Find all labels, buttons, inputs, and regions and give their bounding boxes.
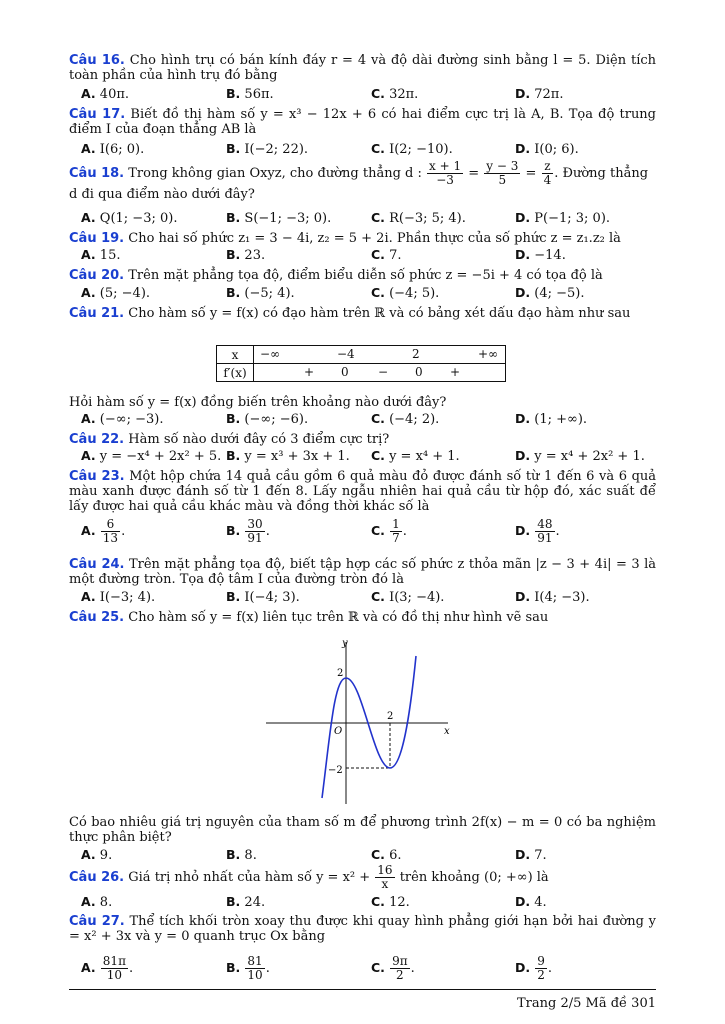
option-b[interactable]: B. $\frac{30}{91}$ . — [226, 517, 270, 545]
option-d[interactable]: D. 72π. — [515, 86, 564, 102]
option-b[interactable]: B. (−5; 4). — [226, 285, 295, 301]
question-number: Câu 24. — [69, 557, 125, 572]
fprime-label: f′(x) — [217, 364, 254, 382]
signs-row: + 0 − 0 + — [254, 364, 506, 382]
question-stem: Biết đồ thị hàm số y = x³ − 12x + 6 có hai điểm cực trị là A, B. Tọa độ trung điểm I của đoạn thẳng AB là — [69, 107, 657, 137]
page-footer: Trang 2/5 Mã đề 301 — [517, 996, 656, 1011]
option-a[interactable]: A. 15. — [81, 247, 121, 263]
question-25 — [69, 610, 656, 625]
option-b[interactable]: B. I(−2; 22). — [226, 141, 309, 157]
option-a[interactable]: A. 40π. — [81, 86, 130, 102]
option-a[interactable]: A. 8. — [81, 894, 113, 910]
option-d[interactable]: D. I(0; 6). — [515, 141, 579, 157]
option-a[interactable]: A. 9. — [81, 847, 113, 863]
option-b[interactable]: B. S(−1; −3; 0). — [226, 210, 332, 226]
question-stem: Cho hai số phức z₁ = 3 − 4i, z₂ = 5 + 2i. Phần thực của số phức z = z₁.z₂ là — [128, 231, 621, 246]
question-stem: Thể tích khối tròn xoay thu được khi quay hình phẳng giới hạn bởi hai đường y = x² + 3x và y = 0 quanh trục Ox bằng — [69, 914, 657, 944]
question-22 — [69, 432, 656, 447]
question-stem: Trên mặt phẳng tọa độ, điểm biểu diễn số phức z = −5i + 4 có tọa độ là — [128, 268, 603, 283]
question-number: Câu 16. — [69, 53, 125, 68]
question-27 — [69, 914, 656, 944]
function-graph — [262, 636, 462, 808]
option-c[interactable]: C. 32π. — [371, 86, 419, 102]
x-label: x — [217, 346, 254, 364]
question-16 — [69, 53, 656, 83]
fraction: $\frac{y - 3}{5}$ — [486, 159, 519, 187]
question-number: Câu 20. — [69, 268, 125, 283]
question-stem: Giá trị nhỏ nhất của hàm số y = x² + — [128, 870, 371, 885]
fraction: $\frac{16}{x}$ — [377, 863, 393, 891]
question-number: Câu 25. — [69, 610, 125, 625]
footer-divider — [69, 989, 656, 990]
question-number: Câu 22. — [69, 432, 125, 447]
option-c[interactable]: C. 7. — [371, 247, 402, 263]
x-axis-label: x — [444, 726, 450, 737]
option-d[interactable]: D. P(−1; 3; 0). — [515, 210, 611, 226]
question-number: Câu 21. — [69, 306, 125, 321]
question-number: Câu 18. — [69, 166, 125, 181]
question-number: Câu 17. — [69, 107, 126, 122]
option-b[interactable]: B. 56π. — [226, 86, 274, 102]
question-26: Câu 26. Giá trị nhỏ nhất của hàm số y = x² + $\frac{16}{x}$ trên khoảng (0; +∞) là — [69, 863, 549, 891]
option-a[interactable]: A. y = −x⁴ + 2x² + 5. — [81, 448, 222, 464]
question-23 — [69, 469, 656, 514]
option-b[interactable]: B. (−∞; −6). — [226, 411, 309, 427]
option-d[interactable]: D. $\frac{9}{2}$ . — [515, 954, 553, 982]
option-a[interactable]: A. $\frac{6}{13}$ . — [81, 517, 126, 545]
question-21 — [69, 306, 656, 321]
y-axis-label: y — [342, 638, 348, 649]
option-b[interactable]: B. 8. — [226, 847, 257, 863]
option-c[interactable]: C. 6. — [371, 847, 402, 863]
question-24 — [69, 557, 656, 587]
option-c[interactable]: C. $\frac{9\pi}{2}$ . — [371, 954, 415, 982]
question-17 — [69, 107, 656, 137]
question-number: Câu 19. — [69, 231, 125, 246]
option-a[interactable]: A. (5; −4). — [81, 285, 151, 301]
question-stem: Cho hàm số y = f(x) có đạo hàm trên ℝ và có bảng xét dấu đạo hàm như sau — [128, 306, 631, 321]
option-d[interactable]: D. y = x⁴ + 2x² + 1. — [515, 448, 645, 464]
question-18: Câu 18. Trong không gian Oxyz, cho đường thẳng d : $\frac{x + 1}{-3}$ = $\frac{y - 3}{5}$ = $\frac{z}{4}$ . Đường thẳng d đi qua điểm nào dưới đây? — [69, 160, 656, 203]
option-d[interactable]: D. I(4; −3). — [515, 589, 590, 605]
option-c[interactable]: C. $\frac{1}{7}$ . — [371, 517, 407, 545]
question-19 — [69, 231, 656, 246]
option-b[interactable]: B. $\frac{81}{10}$ . — [226, 954, 270, 982]
tick-label-y-minus-2: −2 — [328, 765, 343, 776]
option-c[interactable]: C. I(2; −10). — [371, 141, 453, 157]
fraction: $\frac{x + 1}{-3}$ — [429, 159, 462, 187]
option-d[interactable]: D. (4; −5). — [515, 285, 585, 301]
question-stem: Cho hình trụ có bán kính đáy r = 4 và độ dài đường sinh bằng l = 5. Diện tích toàn phần của hình trụ đó bằng — [69, 53, 657, 83]
question-stem: Trên mặt phẳng tọa độ, biết tập hợp các số phức z thỏa mãn |z − 3 + 4i| = 3 là một đường tròn. Tọa độ tâm I của đường tròn đó là — [69, 557, 656, 587]
sign-table — [216, 345, 506, 382]
option-c[interactable]: C. (−4; 5). — [371, 285, 440, 301]
option-d[interactable]: D. −14. — [515, 247, 566, 263]
tick-label-x-2: 2 — [387, 711, 394, 722]
option-d[interactable]: D. $\frac{48}{91}$ . — [515, 517, 560, 545]
option-b[interactable]: B. 23. — [226, 247, 266, 263]
question-20 — [69, 268, 656, 283]
question-number: Câu 23. — [69, 469, 125, 484]
question-number: Câu 27. — [69, 914, 125, 929]
option-d[interactable]: D. 7. — [515, 847, 547, 863]
question-stem: Một hộp chứa 14 quả cầu gồm 6 quả màu đỏ được đánh số từ 1 đến 6 và 6 quả màu xanh được đánh số từ 1 đến 8. Lấy ngẫu nhiên hai quả cầu từ hộp đó, xác suất để lấy được hai quả cầu khác màu và đồng thời khác số là — [69, 469, 657, 514]
option-b[interactable]: B. I(−4; 3). — [226, 589, 300, 605]
option-b[interactable]: B. y = x³ + 3x + 1. — [226, 448, 350, 464]
fraction: $\frac{z}{4}$ — [543, 159, 552, 187]
option-a[interactable]: A. $\frac{81\pi}{10}$ . — [81, 954, 134, 982]
option-c[interactable]: C. y = x⁴ + 1. — [371, 448, 460, 464]
option-b[interactable]: B. 24. — [226, 894, 266, 910]
option-c[interactable]: C. 12. — [371, 894, 410, 910]
question-stem: Hàm số nào dưới đây có 3 điểm cực trị? — [128, 432, 390, 447]
option-c[interactable]: C. (−4; 2). — [371, 411, 440, 427]
question-25-ask: Có bao nhiêu giá trị nguyên của tham số m để phương trình 2f(x) − m = 0 có ba nghiệm thực phân biệt? — [69, 815, 656, 845]
question-stem-line2: d đi qua điểm nào dưới đây? — [69, 187, 255, 202]
origin-label: O — [334, 726, 343, 737]
option-c[interactable]: C. R(−3; 5; 4). — [371, 210, 466, 226]
option-d[interactable]: D. (1; +∞). — [515, 411, 588, 427]
x-values-row: −∞ −4 2 +∞ — [254, 346, 506, 364]
question-stem: Cho hàm số y = f(x) liên tục trên ℝ và có đồ thị như hình vẽ sau — [128, 610, 549, 625]
option-a[interactable]: A. (−∞; −3). — [81, 411, 164, 427]
option-c[interactable]: C. I(3; −4). — [371, 589, 445, 605]
question-21-ask: Hỏi hàm số y = f(x) đồng biến trên khoảng nào dưới đây? — [69, 395, 447, 410]
option-d[interactable]: D. 4. — [515, 894, 547, 910]
option-a[interactable]: A. I(−3; 4). — [81, 589, 156, 605]
question-number: Câu 26. — [69, 870, 125, 885]
option-a[interactable]: A. Q(1; −3; 0). — [81, 210, 178, 226]
tick-label-y-2: 2 — [337, 668, 344, 679]
question-stem: Trong không gian Oxyz, cho đường thẳng d : — [128, 166, 422, 181]
option-a[interactable]: A. I(6; 0). — [81, 141, 145, 157]
